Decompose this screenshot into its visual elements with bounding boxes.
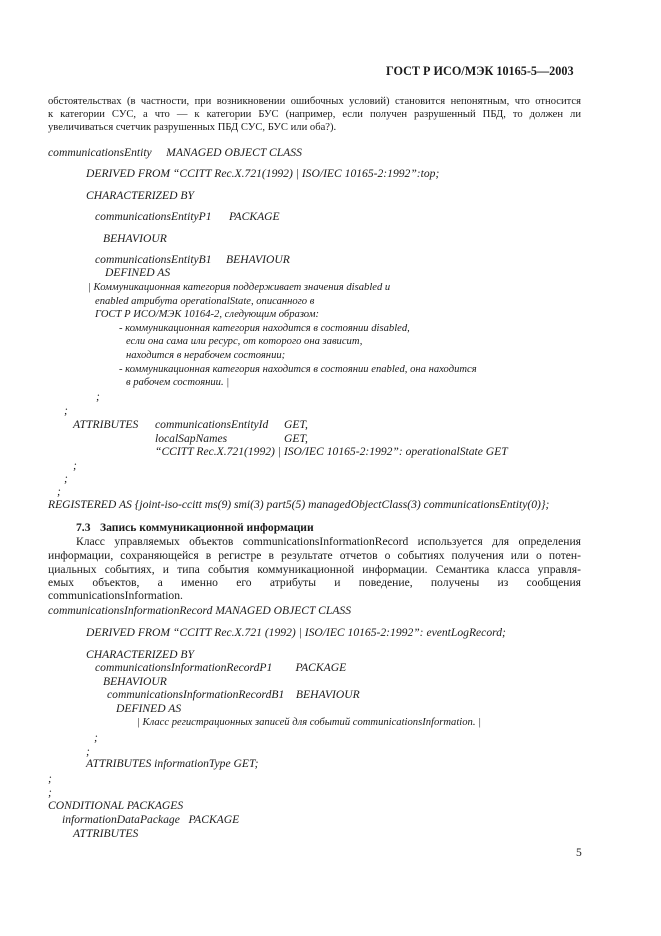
- section-paragraph-line: емых объектов, а именно его атрибуты и поведение, получены из сообщения: [48, 576, 581, 589]
- semicolon: ;: [64, 404, 68, 417]
- description-line: если она сама или ресурс, от которого она зависит,: [126, 336, 363, 347]
- intro-line-3: увеличиваться счетчик разрушенных ПБД СУС, БУС или оба?).: [48, 122, 337, 133]
- attribute-reference: “CCITT Rec.X.721(1992) | ISO/IEC 10165-2:1992”: operationalState GET: [155, 445, 508, 458]
- behaviour-keyword: BEHAVIOUR: [103, 232, 167, 245]
- attribute-name: localSapNames: [155, 432, 228, 445]
- description-line: | Коммуникационная категория поддерживает значения disabled и: [88, 282, 391, 293]
- attribute-operation: GET,: [284, 432, 308, 445]
- description-line: - коммуникационная категория находится в состоянии enabled, она находится: [119, 364, 477, 375]
- intro-line-1: обстоятельствах (в частности, при возникновении ошибочных условий) становится непонятным, что относится: [48, 96, 581, 107]
- derived-from-line: DERIVED FROM “CCITT Rec.X.721(1992) | ISO/IEC 10165-2:1992”:top;: [86, 167, 440, 180]
- description-line: находится в нерабочем состоянии;: [126, 350, 286, 361]
- description-line: в рабочем состоянии. |: [126, 377, 230, 388]
- attribute-operation: GET,: [284, 418, 308, 431]
- characterized-by: CHARACTERIZED BY: [86, 189, 194, 202]
- semicolon: ;: [48, 786, 52, 799]
- section-paragraph-line: циальных событиях, и типа события коммуникационной информации. Семантика класса управля-: [48, 563, 581, 576]
- attributes-keyword: ATTRIBUTES: [73, 827, 139, 840]
- derived-from-line: DERIVED FROM “CCITT Rec.X.721 (1992) | ISO/IEC 10165-2:1992”: eventLogRecord;: [86, 626, 506, 639]
- description-line: ГОСТ Р ИСО/МЭК 10164-2, следующим образом:: [95, 309, 319, 320]
- description-line: enabled атрибута operationalState, описанного в: [95, 296, 315, 307]
- attributes-line: ATTRIBUTES informationType GET;: [86, 757, 259, 770]
- behaviour-definition: communicationsInformationRecordB1 BEHAVIOUR: [107, 688, 360, 701]
- semicolon: ;: [57, 485, 61, 498]
- semicolon: ;: [94, 731, 98, 744]
- semicolon: ;: [73, 459, 77, 472]
- package-line: communicationsEntityP1 PACKAGE: [95, 210, 280, 223]
- package-line: communicationsInformationRecordP1 PACKAGE: [95, 661, 347, 674]
- conditional-packages: CONDITIONAL PACKAGES: [48, 799, 184, 812]
- defined-as: DEFINED AS: [105, 266, 171, 279]
- section-paragraph-line: Класс управляемых объектов communicationsInformationRecord используется для определения: [76, 535, 581, 548]
- description-line: - коммуникационная категория находится в состоянии disabled,: [119, 323, 410, 334]
- semicolon: ;: [86, 745, 90, 758]
- registered-as-line: REGISTERED AS {joint-iso-ccitt ms(9) smi(3) part5(5) managedObjectClass(3) communicationsEntity(0)};: [48, 498, 550, 511]
- package-line: informationDataPackage PACKAGE: [62, 813, 240, 826]
- semicolon: ;: [48, 772, 52, 785]
- behaviour-definition: communicationsEntityB1 BEHAVIOUR: [95, 253, 290, 266]
- class-definition-record: communicationsInformationRecord MANAGED OBJECT CLASS: [48, 604, 352, 617]
- description-line: | Класс регистрационных записей для событий communicationsInformation. |: [137, 717, 482, 728]
- semicolon: ;: [96, 390, 100, 403]
- class-definition-entity: communicationsEntity MANAGED OBJECT CLASS: [48, 146, 302, 159]
- section-number: 7.3: [76, 521, 91, 534]
- section-title: Запись коммуникационной информации: [100, 521, 314, 534]
- defined-as: DEFINED AS: [116, 702, 182, 715]
- document-header: ГОСТ Р ИСО/МЭК 10165-5—2003: [386, 64, 574, 78]
- behaviour-keyword: BEHAVIOUR: [103, 675, 167, 688]
- section-paragraph-line: информации, сохраняющейся в регистре в результате отчетов о событиях получения или о потен-: [48, 549, 581, 562]
- semicolon: ;: [64, 472, 68, 485]
- page-number: 5: [576, 846, 582, 859]
- characterized-by: CHARACTERIZED BY: [86, 648, 194, 661]
- attribute-name: communicationsEntityId: [155, 418, 269, 431]
- attributes-keyword: ATTRIBUTES: [73, 418, 139, 431]
- intro-line-2: к категории СУС, а что — к категории БУС (например, если получен разрушенный ПБД, то должен ли: [48, 109, 581, 120]
- section-paragraph-line: communicationsInformation.: [48, 589, 183, 602]
